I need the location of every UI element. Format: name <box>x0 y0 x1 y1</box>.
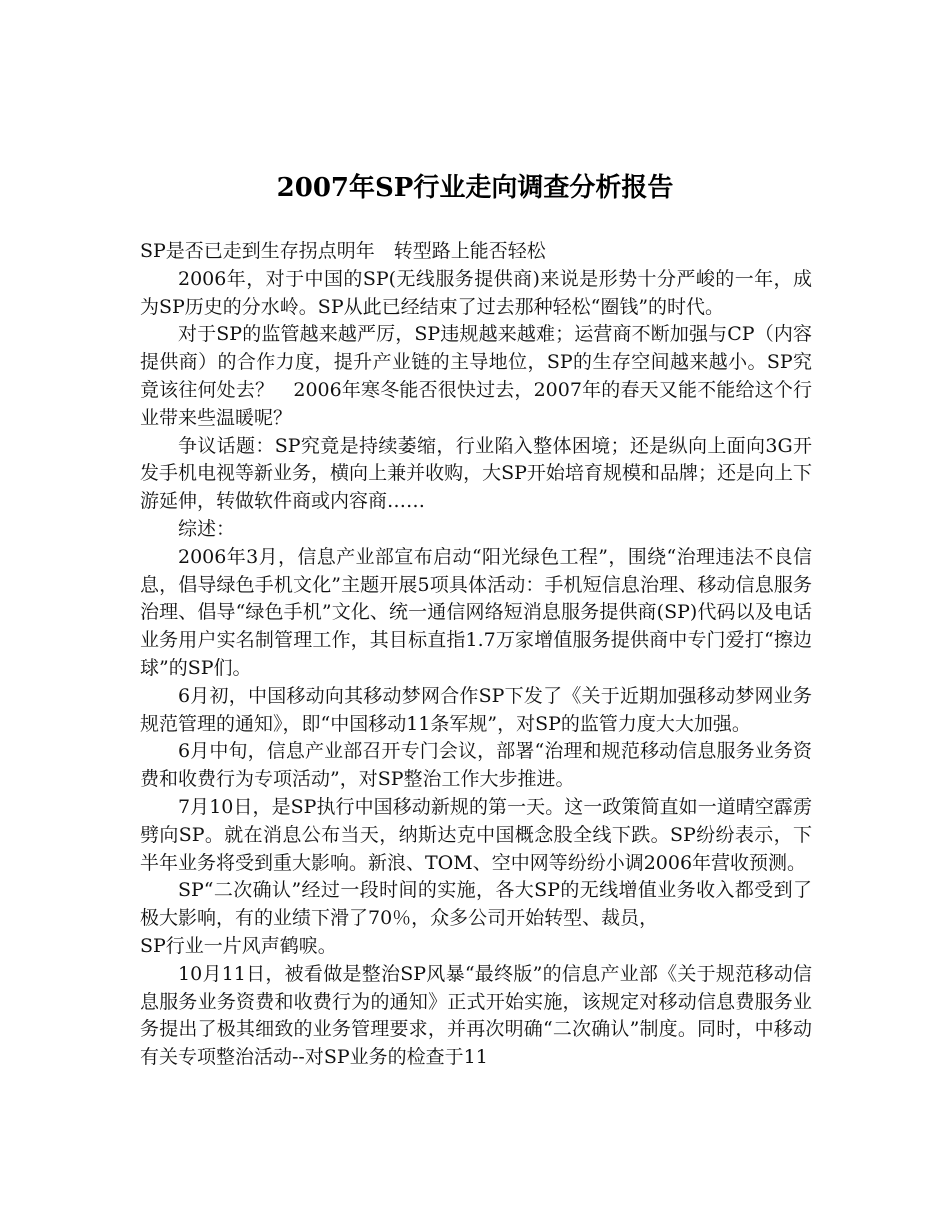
document-title: 2007年SP行业走向调查分析报告 <box>276 173 674 203</box>
paragraph: 2006年3月，信息产业部宣布启动“阳光绿色工程”，围绕“治理违法不良信息，倡导绿色手机文化”主题开展5项具体活动：手机短信息治理、移动信息服务治理、倡导“绿色手机”文化、统一通信网络短消息服务提供商(SP)代码以及电话业务用户实名制管理工作，其目标直指1.7万家增值服务提供商中专门爱打“擦边球”的SP们。 <box>140 545 812 679</box>
paragraph: 综述： <box>178 517 236 540</box>
paragraph: 10月11日，被看做是整治SP风暴“最终版”的信息产业部《关于规范移动信息服务业务资费和收费行为的通知》正式开始实施，该规定对移动信息费服务业务提出了极其细致的业务管理要求，并再次明确“二次确认”制度。同时，中移动有关专项整治活动--对SP业务的检查于11 <box>140 962 812 1069</box>
paragraph: SP“二次确认”经过一段时间的实施，各大SP的无线增值业务收入都受到了极大影响，有的业绩下滑了70％，众多公司开始转型、裁员， <box>140 879 812 930</box>
paragraph: 6月初，中国移动向其移动梦网合作SP下发了《关于近期加强移动梦网业务规范管理的通知》，即“中国移动11条军规”，对SP的监管力度大大加强。 <box>140 684 812 735</box>
paragraph: 6月中旬，信息产业部召开专门会议，部署“治理和规范移动信息服务业务资费和收费行为专项活动”，对SP整治工作大步推进。 <box>140 740 812 791</box>
paragraph: 2006年，对于中国的SP(无线服务提供商)来说是形势十分严峻的一年，成为SP历史的分水岭。SP从此已经结束了过去那种轻松“圈钱”的时代。 <box>140 267 812 318</box>
paragraph: SP行业一片风声鹤唳。 <box>140 934 337 957</box>
paragraph: 对于SP的监管越来越严厉，SP违规越来越难；运营商不断加强与CP（内容提供商）的合作力度，提升产业链的主导地位，SP的生存空间越来越小。SP究竟该往何处去？ 2006年寒冬能否很快过去，2007年的春天又能不能给这个行业带来些温暖呢？ <box>140 323 812 429</box>
paragraph: 7月10日，是SP执行中国移动新规的第一天。这一政策简直如一道晴空霹雳劈向SP。就在消息公布当天，纳斯达克中国概念股全线下跌。SP纷纷表示，下半年业务将受到重大影响。新浪、TOM、空中网等纷纷小调2006年营收预测。 <box>140 795 812 874</box>
subtitle-line: SP是否已走到生存拐点明年 转型路上能否轻松 <box>140 240 546 262</box>
paragraph: 争议话题：SP究竟是持续萎缩，行业陷入整体困境；还是纵向上面向3G开发手机电视等新业务，横向上兼并收购，大SP开始培育规模和品牌；还是向上下游延伸，转做软件商或内容商…… <box>140 434 812 513</box>
document-body <box>140 238 812 1072</box>
